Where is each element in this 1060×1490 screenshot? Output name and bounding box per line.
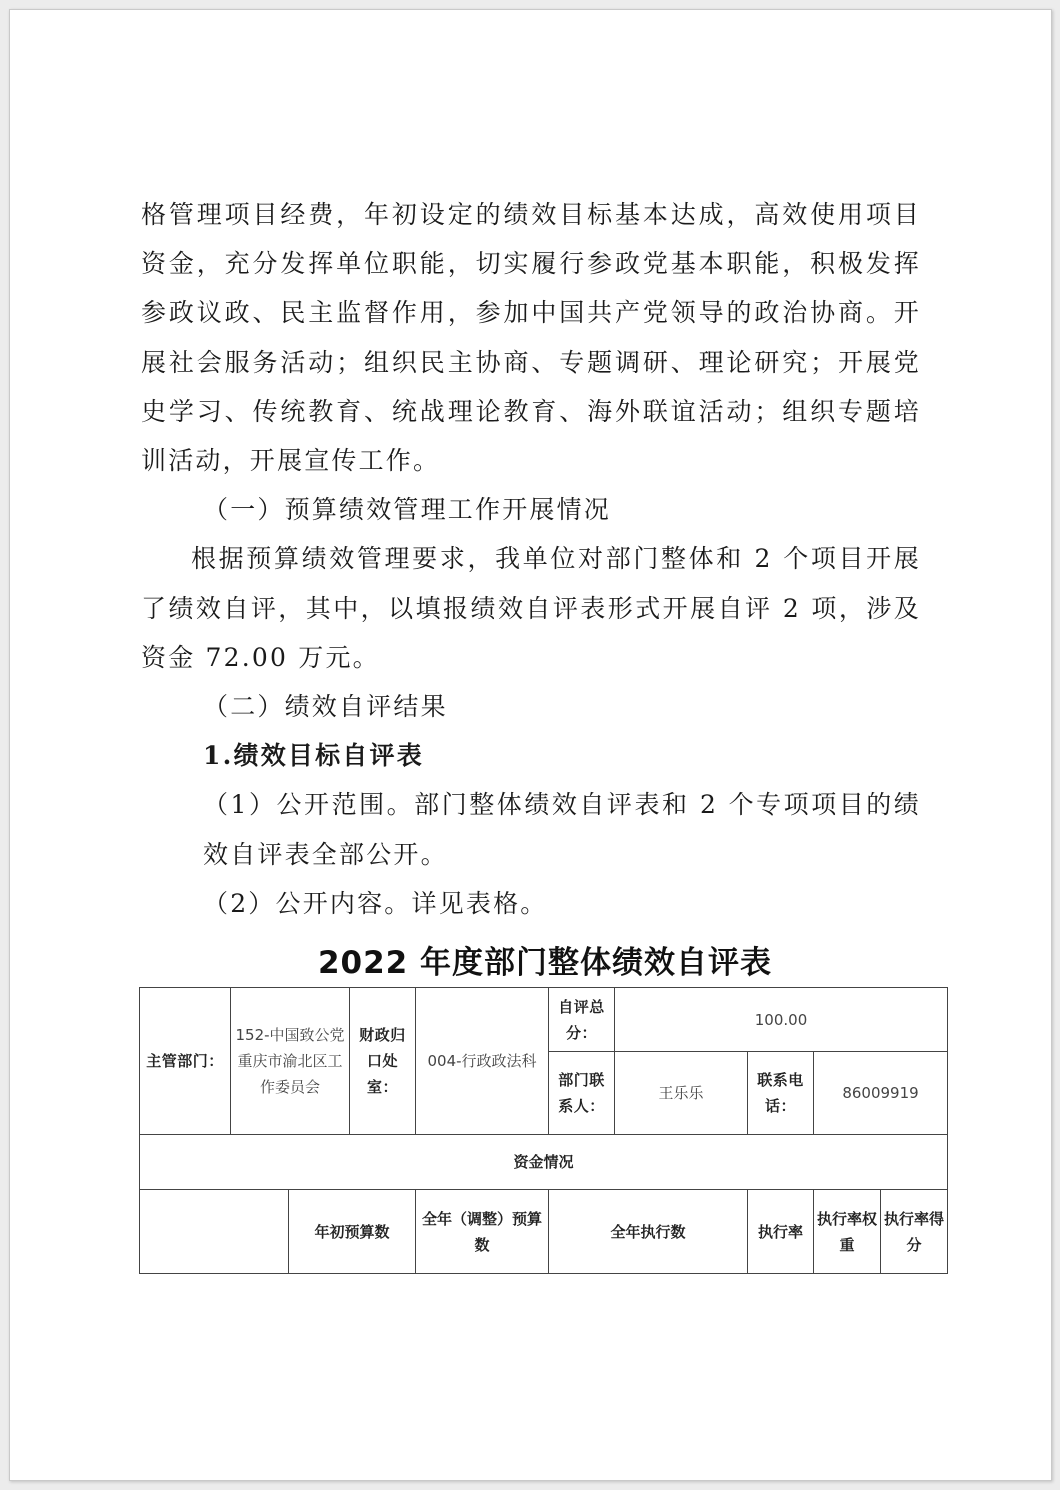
phone-value: 86009919 <box>814 1052 948 1135</box>
heading-target-table: 1.绩效目标自评表 <box>203 741 424 771</box>
document-body <box>141 190 921 928</box>
contact-person-label: 部门联系人： <box>549 1052 615 1135</box>
col-execution-rate: 执行率 <box>748 1190 814 1274</box>
supervisor-value: 152-中国致公党重庆市渝北区工作委员会 <box>231 988 350 1135</box>
col-rate-score: 执行率得分 <box>881 1190 948 1274</box>
col-adjusted-budget: 全年（调整）预算数 <box>416 1190 549 1274</box>
heading-budget-management: （一）预算绩效管理工作开展情况 <box>203 495 612 525</box>
finance-office-value: 004-行政政法科 <box>416 988 549 1135</box>
paragraph-disclosure-scope: （1）公开范围。部门整体绩效自评表和 2 个专项项目的绩效自评表全部公开。 <box>203 790 921 869</box>
performance-evaluation-table <box>139 987 948 1274</box>
phone-label: 联系电话： <box>748 1052 814 1135</box>
table-title: 2022 年度部门整体绩效自评表 <box>317 945 773 981</box>
funds-blank-cell <box>140 1190 289 1274</box>
heading-evaluation-results: （二）绩效自评结果 <box>203 692 448 722</box>
col-rate-weight: 执行率权重 <box>814 1190 881 1274</box>
self-score-label: 自评总分： <box>549 988 615 1052</box>
supervisor-label: 主管部门： <box>140 988 231 1135</box>
contact-person-value: 王乐乐 <box>615 1052 748 1135</box>
paragraph-disclosure-content: （2）公开内容。详见表格。 <box>203 888 548 918</box>
self-score-value: 100.00 <box>615 988 948 1052</box>
col-initial-budget: 年初预算数 <box>289 1190 416 1274</box>
col-annual-execution: 全年执行数 <box>549 1190 748 1274</box>
paragraph-self-evaluation: 根据预算绩效管理要求，我单位对部门整体和 2 个项目开展了绩效自评，其中，以填报绩效自评表形式开展自评 2 项，涉及资金 72.00 万元。 <box>141 544 921 672</box>
paragraph-project-summary: 格管理项目经费，年初设定的绩效目标基本达成，高效使用项目资金，充分发挥单位职能，切实履行参政党基本职能，积极发挥参政议政、民主监督作用，参加中国共产党领导的政治协商。开展社会服务活动；组织民主协商、专题调研、理论研究；开展党史学习、传统教育、统战理论教育、海外联谊活动；组织专题培训活动，开展宣传工作。 <box>141 200 921 476</box>
funds-heading: 资金情况 <box>140 1135 948 1190</box>
finance-office-label: 财政归口处室： <box>350 988 416 1135</box>
